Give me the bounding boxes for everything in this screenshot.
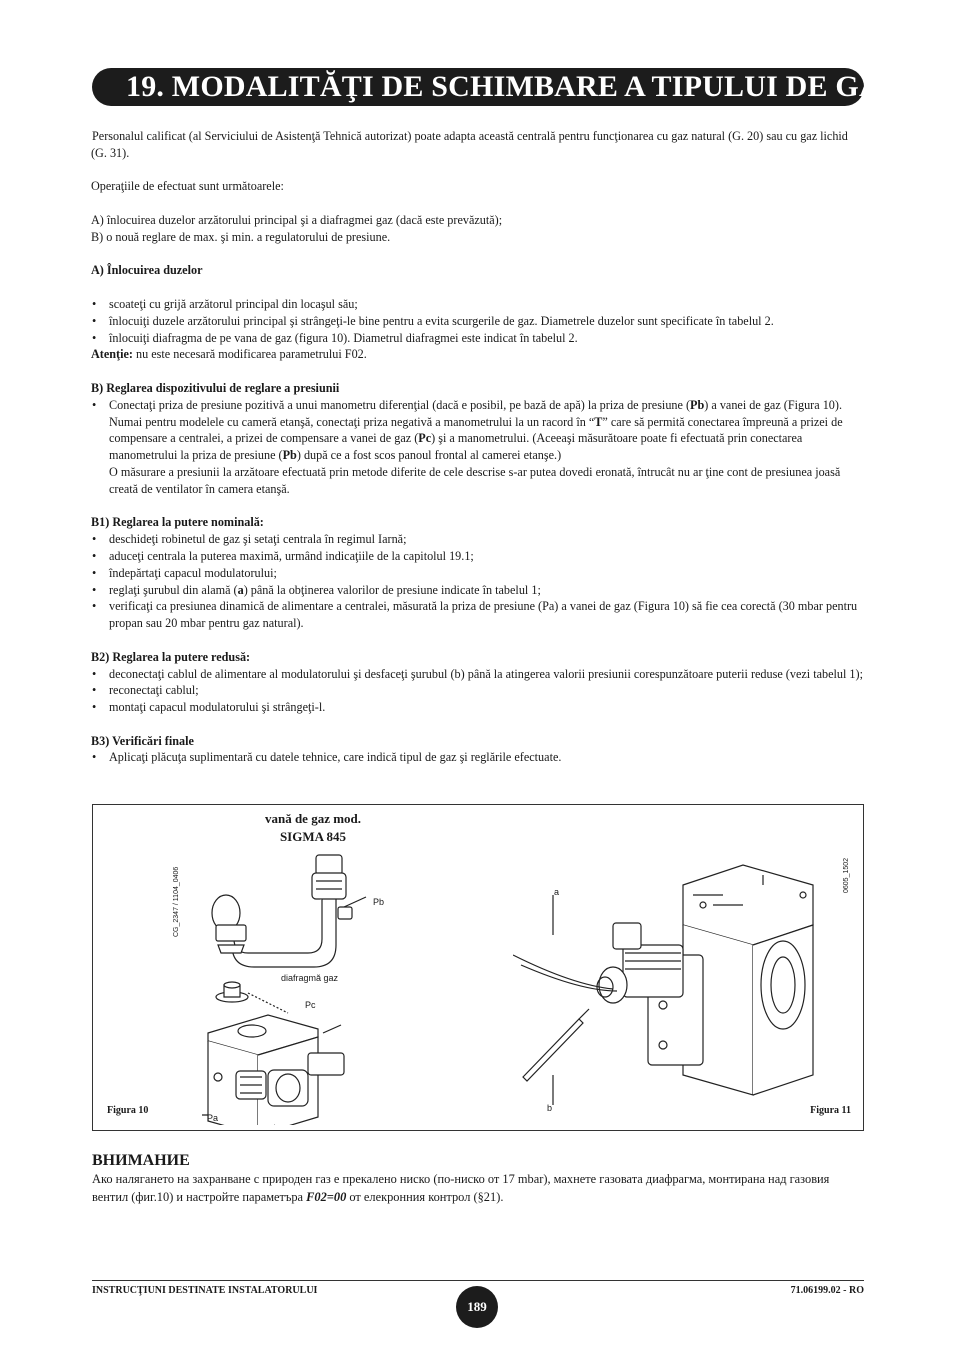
- section-b2-list: [91, 666, 865, 716]
- label-pb: Pb: [373, 897, 385, 907]
- warning-title: ВНИМАНИЕ: [92, 1152, 190, 1169]
- section-b-heading: B) Reglarea dispozitivului de reglare a presiunii: [91, 380, 340, 395]
- list-item: • aduceţi centrala la puterea maximă, urmând indicaţiile de la capitolul 19.1;: [91, 548, 865, 565]
- note-label: Atenţie:: [91, 347, 133, 362]
- list-item: • deschideţi robinetul de gaz şi setaţi centrala în regimul Iarnă;: [91, 531, 865, 548]
- text-run-bold: Pc: [418, 431, 432, 446]
- text-run: Ако наляганетo на захранване с природен газ е прекалено ниско (по-ниско от 17 mbar), махнете газовата диафрагма, монтирана над газовия вентил (фиг.10) и настройте параметъра: [92, 1172, 830, 1204]
- caption-figure-10: Figura 10: [107, 1105, 149, 1116]
- figure-title: [213, 810, 413, 846]
- list-item: [91, 582, 865, 599]
- caption-figure-11: Figura 11: [810, 1105, 851, 1116]
- section-b3-heading: B3) Verificări finale: [91, 733, 194, 748]
- list-item: • înlocuiţi diafragma de pe vana de gaz (figura 10). Diametrul diafragmei este indicat în tabelul 2.: [91, 330, 865, 347]
- operation-b: B) o nouă reglare de max. şi min. a regulatorului de presiune.: [91, 229, 391, 244]
- label-diafragma: diafragmă gaz: [281, 973, 339, 983]
- operations-label: Operaţiile de efectuat sunt următoarele:: [91, 179, 284, 194]
- parameter-code: F02=00: [306, 1189, 347, 1204]
- label-a: a: [554, 887, 560, 897]
- list-item: • montaţi capacul modulatorului şi strângeţi-l.: [91, 699, 865, 716]
- figure-title-line2: SIGMA 845: [279, 829, 347, 844]
- figure-title-line1: vană de gaz mod.: [264, 811, 362, 826]
- label-pc: Pc: [305, 1000, 316, 1010]
- footer-right-text: 71.06199.02 - RO: [790, 1285, 864, 1296]
- footer-divider: [92, 1280, 864, 1281]
- section-a-heading: A) Înlocuirea duzelor: [91, 263, 203, 278]
- text-run: ” care să permită conectarea împreună a prizei de compensare a centralei, a prizei de compensare a vanei de gaz (: [109, 414, 843, 446]
- text-run: ) după ce a fost scos panoul frontal al camerei etanşe.): [296, 448, 562, 463]
- list-item: • îndepărtaţi capacul modulatorului;: [91, 565, 865, 582]
- text-run: ) a vanei de gaz (Figura 10). Numai pentru modelele cu cameră etanşă, conectaţi priza negativă a manometrului la un racord în “: [109, 397, 842, 429]
- text-run-bold: T: [594, 414, 603, 429]
- section-b-list: [91, 397, 865, 498]
- text-run-bold: Pb: [282, 448, 297, 463]
- intro-paragraph: Personalul calificat (al Serviciului de Asistenţă Tehnică autorizat) poate adapta această centrală pentru funcţionarea cu gaz natural (G. 20) sau cu gaz lichid (G. 31).: [91, 129, 848, 160]
- operation-a: A) înlocuirea duzelor arzătorului principal şi a diafragmei gaz (dacă este prevăzută);: [91, 212, 503, 227]
- section-a-note: [91, 346, 865, 363]
- list-item: • deconectaţi cablul de alimentare al modulatorului şi desfaceţi şurubul (b) până la atingerea valorii presiunii corespunzătoare puterii reduse (vezi tabelul 1);: [91, 666, 865, 683]
- text-run: reglaţi şurubul din alamă (: [109, 582, 238, 597]
- list-item: • verificaţi ca presiunea dinamică de alimentare a centralei, măsurată la priza de presiune (Pa) a vanei de gaz (Figura 10) să fie cea corectă (30 mbar pentru propan sau 20 mbar pentru gaz natural).: [91, 598, 865, 632]
- text-run-bold: a: [237, 582, 244, 597]
- figure-code-right: 0605_1502: [843, 857, 850, 893]
- gas-valve-drawing-fig11: [513, 845, 843, 1120]
- section-a-list: [91, 296, 865, 346]
- text-run: ) până la obţinerea valorilor de presiune indicate în tabelul 1;: [243, 582, 541, 597]
- list-item: • reconectaţi cablul;: [91, 682, 865, 699]
- list-item: • înlocuiţi duzele arzătorului principal şi strângeţi-le bine pentru a evita scurgerile de gaz. Diametrele duzelor sunt specificate în tabelul 2.: [91, 313, 865, 330]
- section-b1-heading: B1) Reglarea la putere nominală:: [91, 515, 264, 530]
- page-title: 19. MODALITĂŢI DE SCHIMBARE A TIPULUI DE GAZ: [92, 68, 864, 106]
- label-pa: Pa: [207, 1113, 219, 1123]
- list-item: • Aplicaţi plăcuţa suplimentară cu datele tehnice, care indică tipul de gaz şi reglările efectuate.: [91, 749, 865, 766]
- text-run: Conectaţi priza de presiune pozitivă a unui manometru diferenţial (dacă e posibil, pe bază de apă) la priza de presiune (: [109, 397, 691, 412]
- section-b2-heading: B2) Reglarea la putere redusă:: [91, 649, 251, 664]
- text-run: ) şi a manometrului. (Aceeaşi măsurătoare poate fi efectuată prin conectarea manometrului la priza de presiune (: [109, 431, 803, 463]
- body-text: [91, 128, 865, 766]
- text-run: O măsurare a presiunii la arzătoare efectuată prin metode diferite de cele descrise s-ar putea dovedi eronată, întrucât nu ar ţine cont de presiunea joasă creată de ventilator în camera etanşă.: [109, 464, 841, 496]
- section-b3-list: [91, 749, 865, 766]
- figure-code-left: CG_2347 / 1104_0406: [173, 866, 180, 937]
- section-b1-list: [91, 531, 865, 632]
- page-number: 189: [456, 1286, 498, 1328]
- text-run-bold: Pb: [690, 397, 705, 412]
- footer-left-text: INSTRUCŢIUNI DESTINATE INSTALATORULUI: [92, 1285, 318, 1296]
- gas-valve-drawing-fig10: [188, 845, 428, 1125]
- label-b: b: [547, 1103, 553, 1113]
- warning-text: [92, 1171, 864, 1206]
- list-item: • scoateţi cu grijă arzătorul principal din locaşul său;: [91, 296, 865, 313]
- text-run: от елекронния контрол (§21).: [346, 1189, 504, 1204]
- list-item: [91, 397, 865, 498]
- note-text: nu este necesară modificarea parametrului F02.: [132, 347, 367, 362]
- figure-box: [92, 804, 864, 1131]
